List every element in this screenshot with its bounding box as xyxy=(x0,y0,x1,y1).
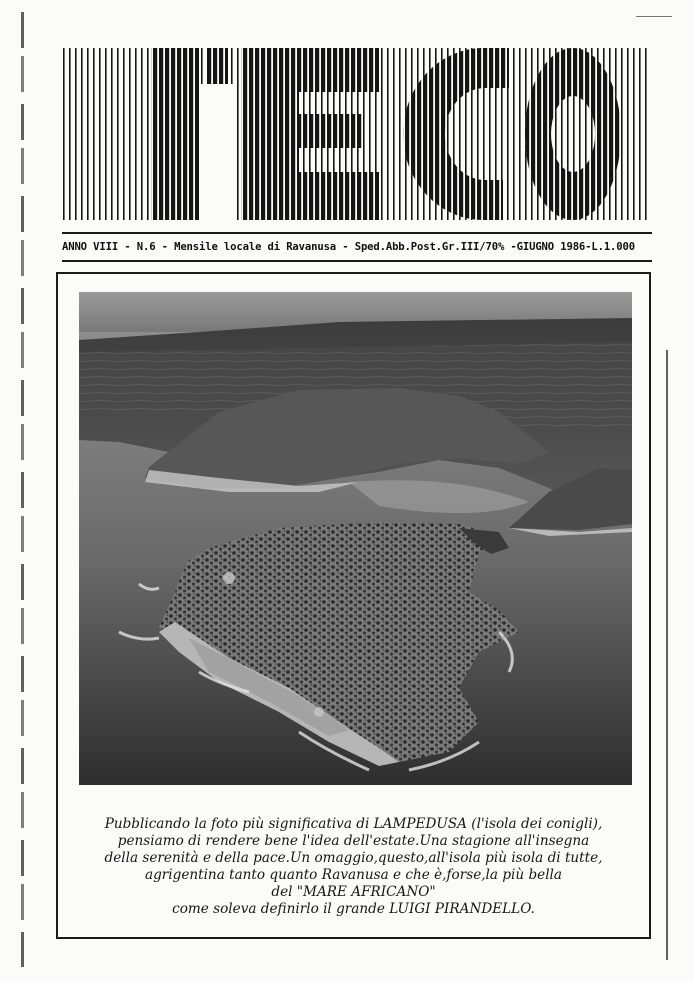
photo-graphic xyxy=(79,292,632,785)
caption-line: pensiamo di rendere bene l'idea dell'estate.Una stagione all'insegna xyxy=(117,833,590,849)
issue-info-bar xyxy=(62,232,652,262)
logo-graphic xyxy=(63,48,651,220)
caption-line: come soleva definirlo il grande LUIGI PIRANDELLO. xyxy=(172,901,535,917)
caption-line: Pubblicando la foto più significativa di LAMPEDUSA (l'isola dei conigli), xyxy=(104,816,603,832)
scan-edge-left xyxy=(21,12,24,967)
scan-edge-top xyxy=(636,16,672,17)
caption-line: del "MARE AFRICANO" xyxy=(271,884,436,900)
cover-photo xyxy=(79,292,632,785)
issue-info-text: ANNO VIII - N.6 - Mensile locale di Ravanusa - Sped.Abb.Post.Gr.III/70% -GIUGNO 1986-L.1.000 xyxy=(62,241,635,253)
masthead-logo xyxy=(63,48,651,220)
cover-caption xyxy=(56,816,651,918)
caption-line: agrigentina tanto quanto Ravanusa e che è,forse,la più bella xyxy=(144,867,563,883)
scan-edge-right xyxy=(666,350,668,960)
caption-line: della serenità e della pace.Un omaggio,questo,all'isola più isola di tutte, xyxy=(104,850,603,866)
